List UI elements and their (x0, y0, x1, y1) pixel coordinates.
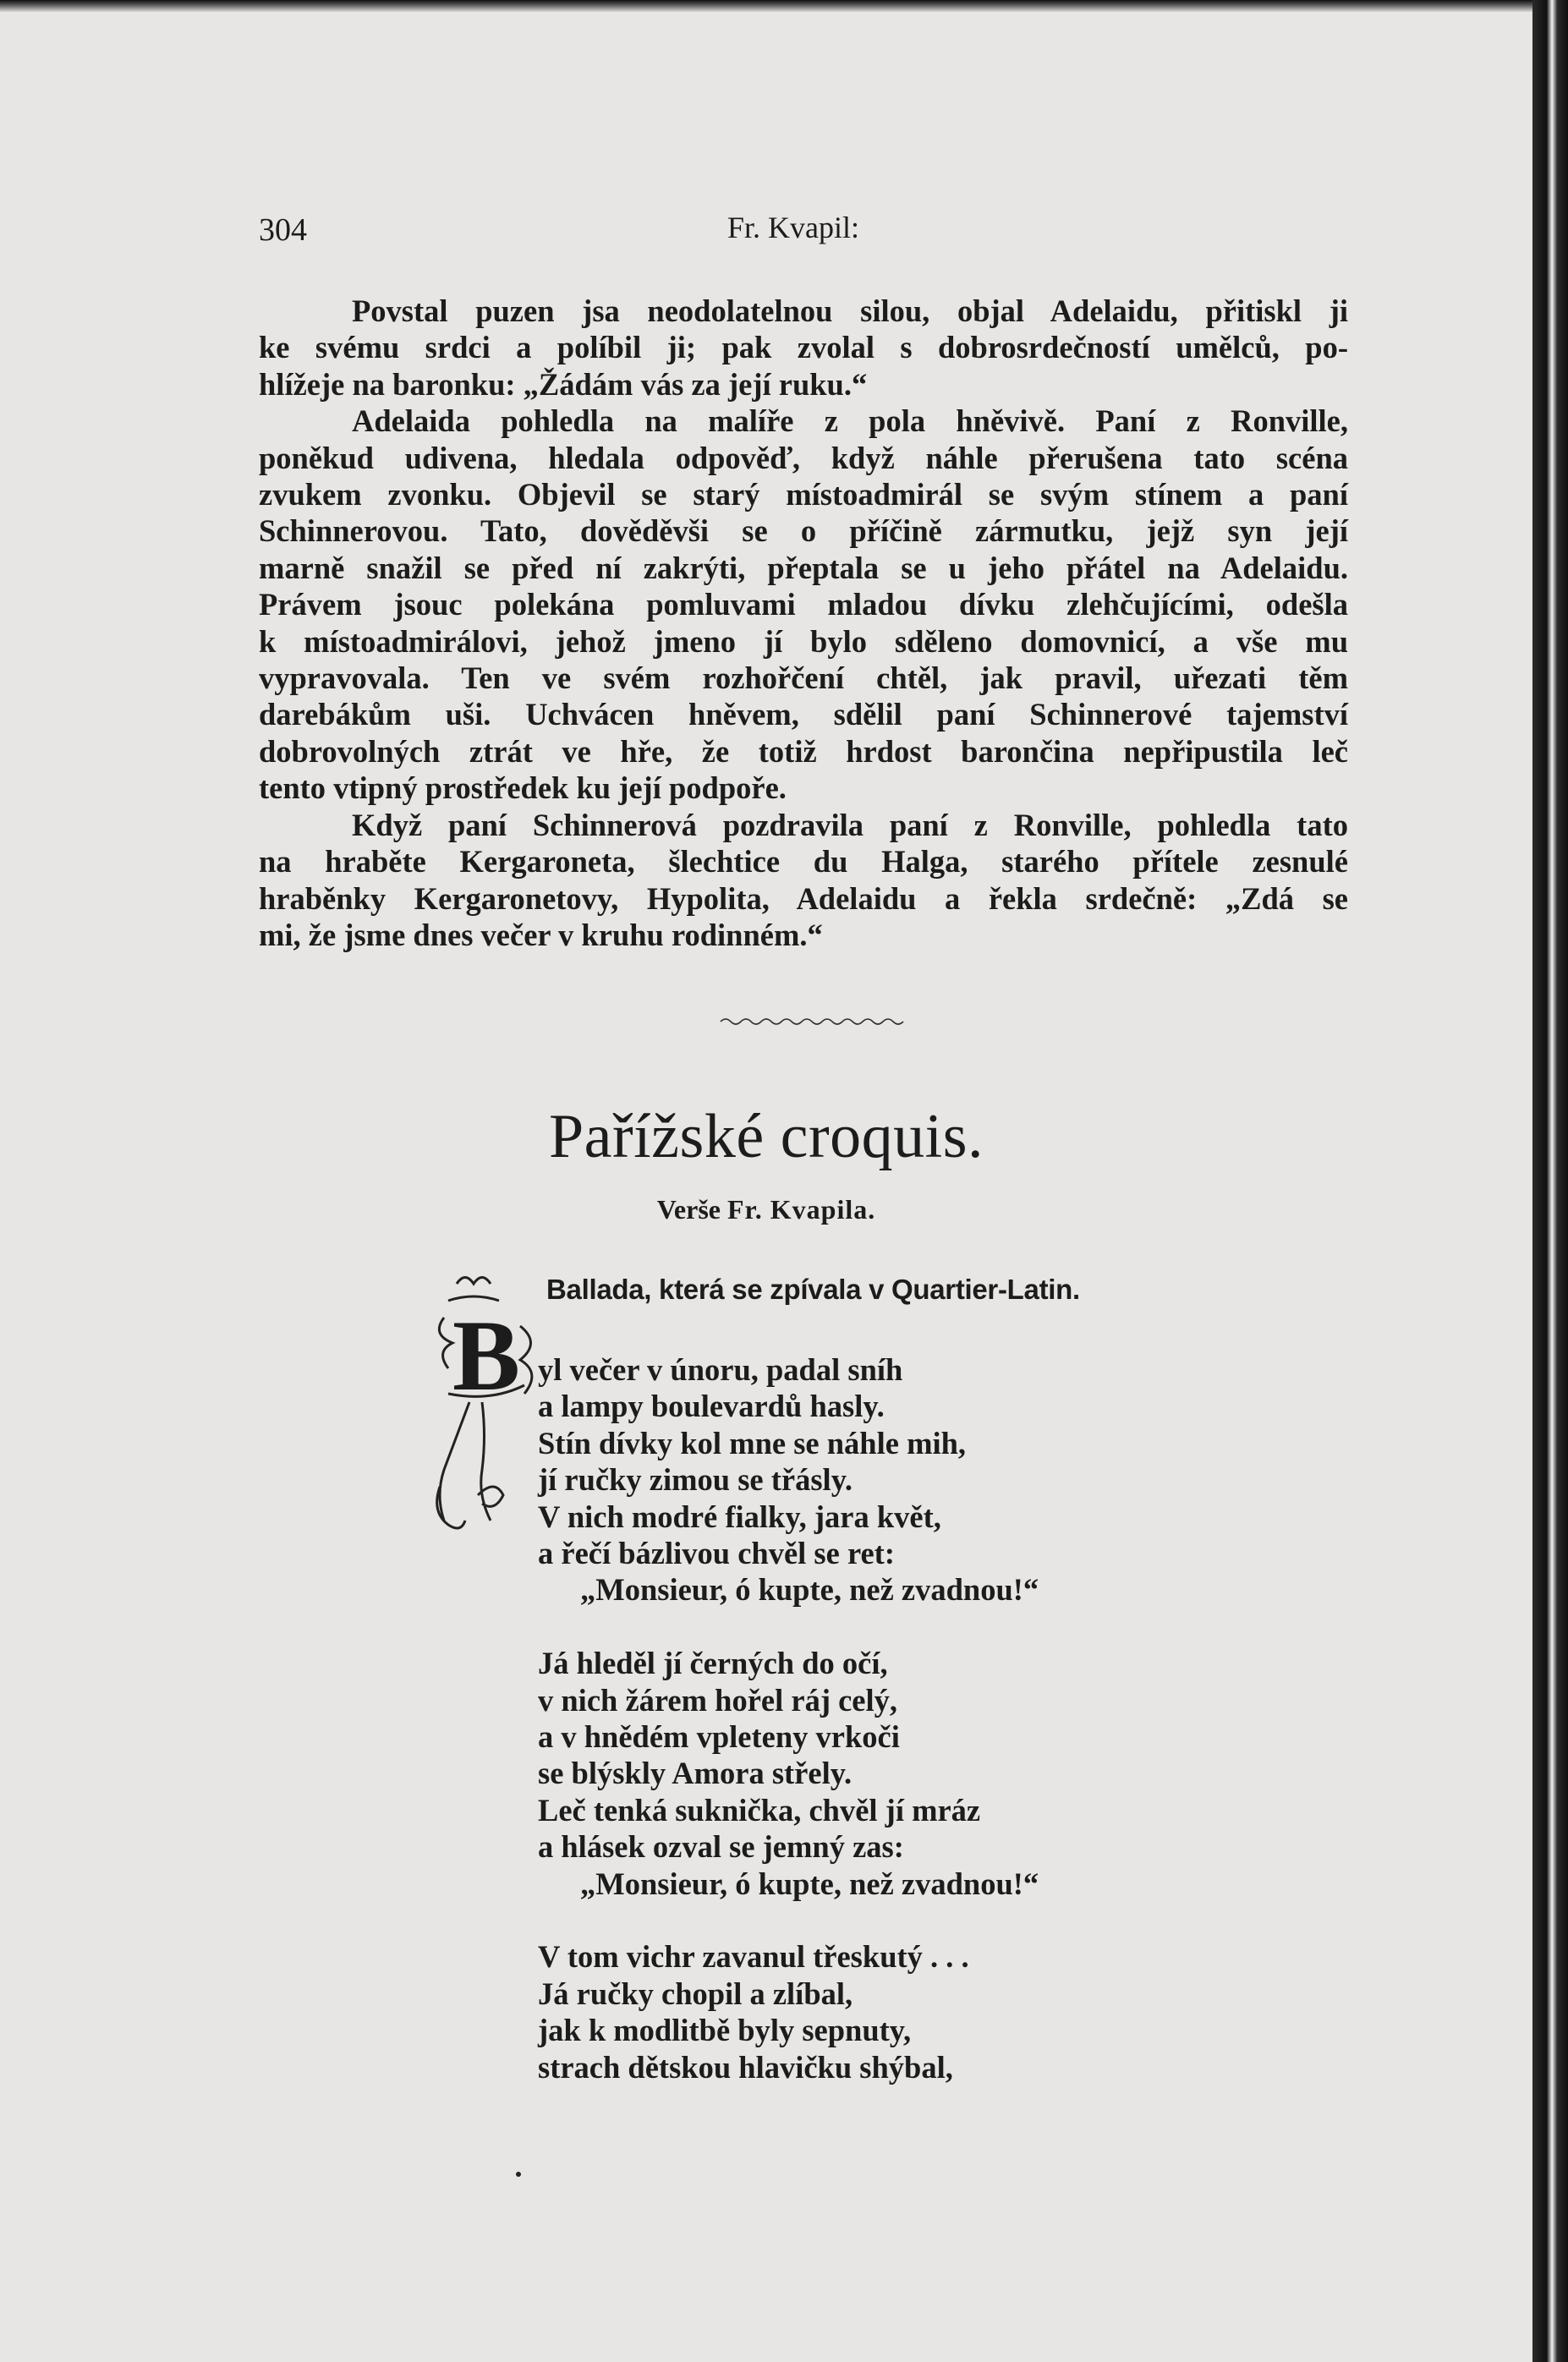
poem-verse: strach dětskou hlavičku shýbal, (538, 2049, 953, 2085)
poem-verse: se blýskly Amora střely. (538, 1756, 853, 1791)
poem-verse: Já hleděl jí černých do očí, (538, 1646, 888, 1681)
prose-line: darebákům uši. Uchvácen hněvem, sdělil paní Schinnerové tajemství (259, 697, 1348, 732)
poem-title: Pařížské croquis. (548, 1102, 984, 1171)
prose-line: Právem jsouc polekána pomluvami mladou dívku zlehčujícími, odešla (259, 587, 1348, 622)
poem-verse: a hlásek ozval se jemný zas: (538, 1829, 904, 1865)
poem-verse: Leč tenká suknička, chvěl jí mráz (538, 1792, 981, 1828)
prose-line: zvukem zvonku. Objevil se starý místoadmirál se svým stínem a paní (259, 477, 1348, 512)
right-scan-edge (1532, 0, 1568, 2362)
prose-line: k místoadmirálovi, jehož jmeno jí bylo sděleno domovnicí, a vše mu (259, 623, 1348, 659)
running-head: Fr. Kvapil: (727, 211, 860, 244)
poem-stanza (538, 1938, 1039, 2085)
prose-line: vypravovala. Ten ve svém rozhořčení chtěl, jak pravil, uřezati těm (259, 660, 1348, 696)
poem-verse: v nich žárem hořel ráj celý, (538, 1682, 898, 1718)
top-scan-edge (0, 0, 1532, 12)
prose-line: poněkud udivena, hledala odpověď, když náhle přerušena tato scéna (259, 440, 1348, 475)
page-number: 304 (259, 212, 307, 248)
poem-verse: a lampy boulevardů hasly. (538, 1389, 885, 1424)
poem-verse: jí ručky zimou se třásly. (538, 1462, 853, 1498)
page-header (259, 211, 1348, 248)
subtitle-prefix: Verše (656, 1194, 721, 1225)
prose-line: hraběnky Kergaronetovy, Hypolita, Adelaidu a řekla srdečně: „Zdá se (259, 880, 1348, 916)
poem-subtitle (0, 1194, 1532, 1225)
poem-body (538, 1351, 1039, 2122)
subtitle-author: Fr. Kvapila. (726, 1194, 876, 1225)
poem-verse: V nich modré fialky, jara květ, (538, 1499, 941, 1534)
poem-verse: „Monsieur, ó kupte, než zvadnou!“ (580, 1866, 1039, 1901)
ornamental-dropcap-icon (423, 1267, 550, 1554)
poem-stanza (538, 1351, 1039, 1608)
prose-text (259, 293, 1348, 953)
poem-verse: V tom vichr zavanul třeskutý . . . (538, 1939, 969, 1975)
prose-line: dobrovolných ztrát ve hře, že totiž hrdost barončina nepřipustila leč (259, 733, 1348, 769)
prose-paragraph (259, 293, 1348, 403)
poem-verse: a v hnědém vpleteny vrkoči (538, 1719, 900, 1755)
poem-verse: Já ručky chopil a zlíbal, (538, 1976, 853, 2011)
poem-verse: „Monsieur, ó kupte, než zvadnou!“ (580, 1572, 1039, 1608)
prose-line: Povstal puzen jsa neodolatelnou silou, objal Adelaidu, přitiskl ji (352, 293, 1348, 328)
prose-line: marně snažil se před ní zakrýti, přeptala se u jeho přátel na Adelaidu. (259, 550, 1348, 585)
prose-line: ke svému srdci a políbil ji; pak zvolal s dobrosrdečností umělců, po- (259, 330, 1348, 365)
ballad-title: Ballada, která se zpívala v Quartier-Latin. (546, 1274, 1080, 1305)
prose-paragraph (259, 807, 1348, 954)
poem-stanza (538, 1645, 1039, 1902)
stray-dot (516, 2172, 521, 2177)
prose-line: na hraběte Kergaroneta, šlechtice du Halga, starého přítele zesnulé (259, 844, 1348, 880)
prose-line: mi, že jsme dnes večer v kruhu rodinném.“ (259, 917, 823, 952)
poem-verse: jak k modlitbě byly sepnuty, (538, 2013, 912, 2048)
poem-verse: a řečí bázlivou chvěl se ret: (538, 1536, 895, 1571)
prose-line: Adelaida pohledla na malíře z pola hněvivě. Paní z Ronville, (352, 403, 1348, 439)
dropcap-letter: B (452, 1299, 521, 1411)
poem-verse: yl večer v únoru, padal sníh (538, 1352, 903, 1387)
prose-line: tento vtipný prostředek ku její podpoře. (259, 770, 787, 806)
prose-line: Schinnerovou. Tato, dověděvši se o příčině zármutku, jejž syn její (259, 513, 1348, 549)
prose-line: Když paní Schinnerová pozdravila paní z Ronville, pohledla tato (352, 807, 1348, 842)
prose-paragraph (259, 403, 1348, 806)
wavy-divider-ornament (719, 1013, 905, 1030)
poem-verse: Stín dívky kol mne se náhle mih, (538, 1425, 967, 1460)
prose-line: hlížeje na baronku: „Žádám vás za její ruku.“ (259, 366, 868, 402)
